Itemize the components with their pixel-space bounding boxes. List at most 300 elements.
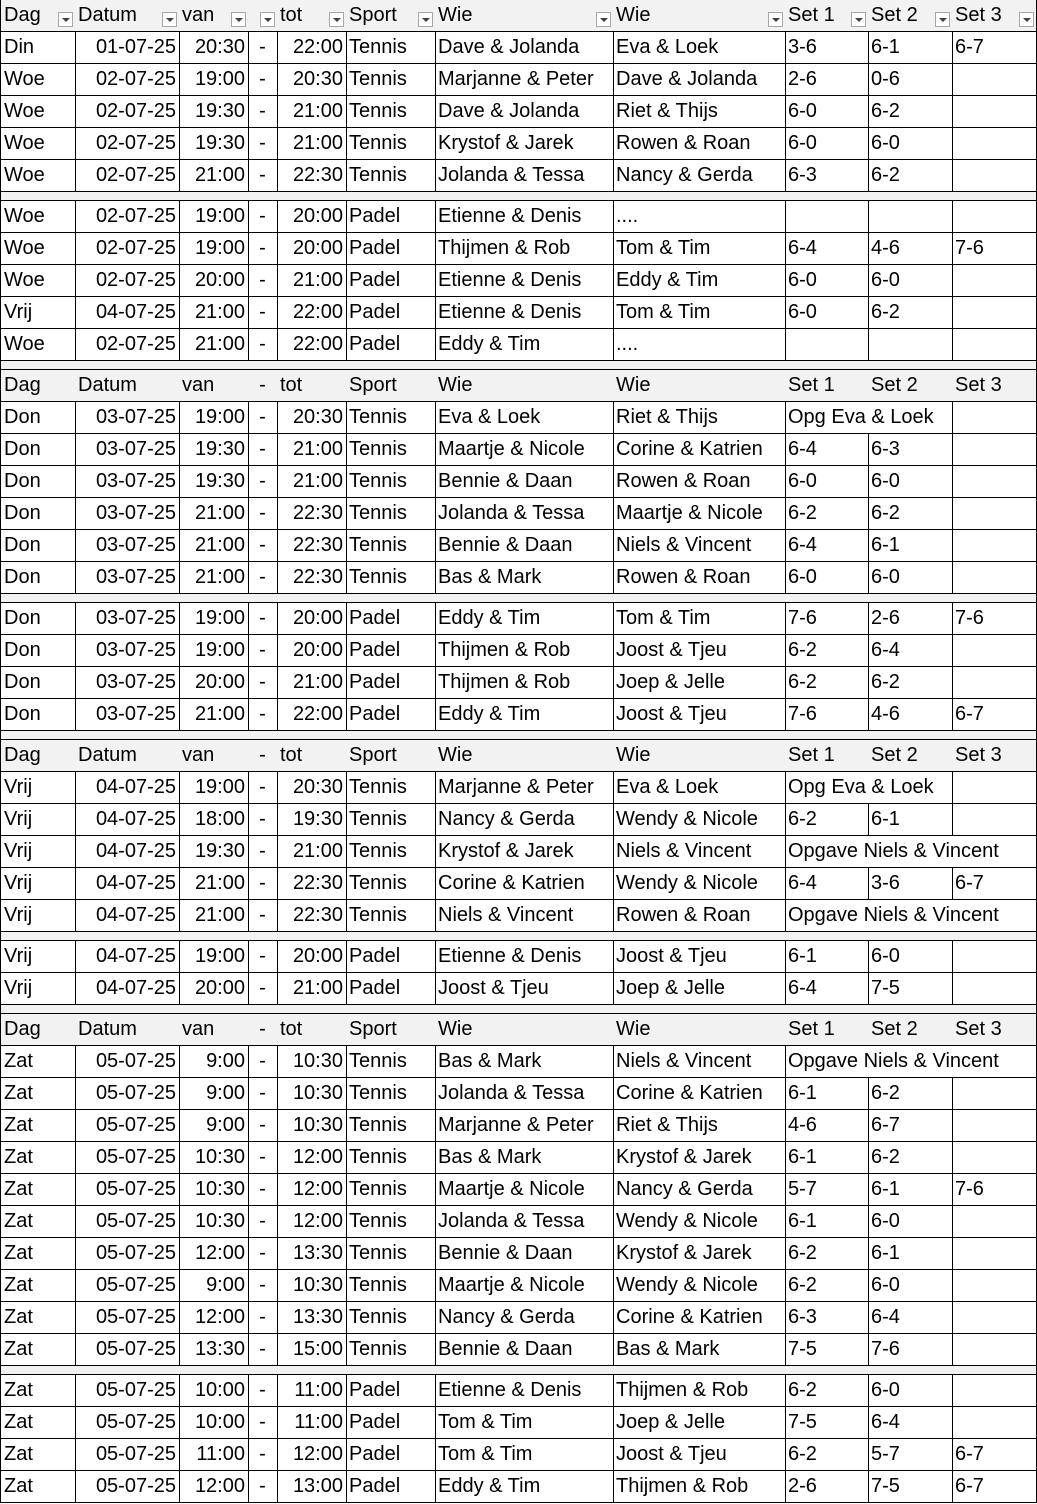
- cell-sport[interactable]: [346, 1471, 436, 1503]
- cell-wie-1[interactable]: [435, 402, 614, 434]
- cell-van[interactable]: [179, 1206, 249, 1238]
- cell-dag[interactable]: [0, 160, 76, 192]
- cell-dash[interactable]: [248, 1302, 278, 1334]
- filter-dropdown-icon[interactable]: [596, 12, 611, 27]
- cell-datum[interactable]: [75, 868, 180, 900]
- header-cell-wie-2[interactable]: [613, 740, 786, 772]
- cell-sport[interactable]: [346, 772, 436, 804]
- cell-tot[interactable]: [277, 64, 347, 96]
- cell-van[interactable]: [179, 96, 249, 128]
- cell-wie-1[interactable]: [435, 1142, 614, 1174]
- header-cell-set-3[interactable]: [952, 740, 1037, 772]
- cell-set-3[interactable]: [952, 1270, 1037, 1302]
- cell-datum[interactable]: [75, 1174, 180, 1206]
- cell-dag[interactable]: [0, 128, 76, 160]
- header-cell-dash[interactable]: [248, 370, 278, 402]
- cell-dash[interactable]: [248, 329, 278, 361]
- cell-datum[interactable]: [75, 32, 180, 64]
- cell-dash[interactable]: [248, 1142, 278, 1174]
- cell-van[interactable]: [179, 836, 249, 868]
- cell-datum[interactable]: [75, 562, 180, 594]
- cell-set-2[interactable]: [868, 1302, 953, 1334]
- cell-dash[interactable]: [248, 96, 278, 128]
- cell-set-3[interactable]: [952, 699, 1037, 731]
- cell-set-3[interactable]: [952, 96, 1037, 128]
- cell-set-2[interactable]: [868, 562, 953, 594]
- cell-dag[interactable]: [0, 466, 76, 498]
- header-cell-set-1[interactable]: [785, 1014, 869, 1046]
- cell-sport[interactable]: [346, 32, 436, 64]
- cell-set-2[interactable]: [868, 1142, 953, 1174]
- cell-tot[interactable]: [277, 1375, 347, 1407]
- cell-set-3[interactable]: [952, 603, 1037, 635]
- cell-wie-2[interactable]: [613, 603, 786, 635]
- cell-sport[interactable]: [346, 466, 436, 498]
- cell-sport[interactable]: [346, 699, 436, 731]
- cell-dag[interactable]: [0, 233, 76, 265]
- header-cell-tot[interactable]: [277, 1014, 347, 1046]
- cell-wie-2[interactable]: [613, 836, 786, 868]
- cell-wie-2[interactable]: [613, 32, 786, 64]
- cell-van[interactable]: [179, 1439, 249, 1471]
- header-cell-sport[interactable]: [346, 1014, 436, 1046]
- cell-wie-2[interactable]: [613, 973, 786, 1005]
- cell-set-1[interactable]: [785, 562, 869, 594]
- header-cell-dash[interactable]: [248, 740, 278, 772]
- cell-dash[interactable]: [248, 1471, 278, 1503]
- cell-wie-2[interactable]: [613, 1407, 786, 1439]
- cell-wie-2[interactable]: [613, 530, 786, 562]
- cell-wie-2[interactable]: [613, 64, 786, 96]
- cell-tot[interactable]: [277, 1471, 347, 1503]
- cell-van[interactable]: [179, 1174, 249, 1206]
- cell-dash[interactable]: [248, 562, 278, 594]
- cell-tot[interactable]: [277, 1142, 347, 1174]
- cell-tot[interactable]: [277, 128, 347, 160]
- cell-van[interactable]: [179, 1407, 249, 1439]
- cell-set-1[interactable]: [785, 941, 869, 973]
- cell-datum[interactable]: [75, 1142, 180, 1174]
- cell-sport[interactable]: [346, 1078, 436, 1110]
- cell-wie-2[interactable]: [613, 1375, 786, 1407]
- cell-dag[interactable]: [0, 329, 76, 361]
- header-cell-sport[interactable]: [346, 0, 436, 32]
- header-cell-set-3[interactable]: [952, 1014, 1037, 1046]
- cell-set-1[interactable]: [785, 297, 869, 329]
- cell-van[interactable]: [179, 329, 249, 361]
- cell-set-2[interactable]: [868, 699, 953, 731]
- cell-wie-1[interactable]: [435, 1471, 614, 1503]
- cell-set-3[interactable]: [952, 466, 1037, 498]
- cell-set-1[interactable]: [785, 265, 869, 297]
- cell-dag[interactable]: [0, 804, 76, 836]
- cell-tot[interactable]: [277, 1407, 347, 1439]
- cell-dag[interactable]: [0, 402, 76, 434]
- cell-set-1[interactable]: [785, 466, 869, 498]
- cell-set-3[interactable]: [952, 434, 1037, 466]
- cell-set-3[interactable]: [952, 562, 1037, 594]
- cell-sport[interactable]: [346, 1375, 436, 1407]
- cell-wie-1[interactable]: [435, 836, 614, 868]
- filter-dropdown-icon[interactable]: [231, 12, 246, 27]
- cell-dag[interactable]: [0, 64, 76, 96]
- cell-dash[interactable]: [248, 128, 278, 160]
- cell-sport[interactable]: [346, 603, 436, 635]
- cell-set-1[interactable]: [785, 1238, 869, 1270]
- cell-tot[interactable]: [277, 233, 347, 265]
- cell-set-1[interactable]: [785, 233, 869, 265]
- cell-tot[interactable]: [277, 201, 347, 233]
- cell-set-2[interactable]: [868, 973, 953, 1005]
- cell-dag[interactable]: [0, 1270, 76, 1302]
- cell-wie-1[interactable]: [435, 1238, 614, 1270]
- cell-wie-2[interactable]: [613, 562, 786, 594]
- cell-tot[interactable]: [277, 466, 347, 498]
- cell-wie-1[interactable]: [435, 635, 614, 667]
- cell-set-3[interactable]: [952, 868, 1037, 900]
- cell-wie-2[interactable]: [613, 699, 786, 731]
- cell-dash[interactable]: [248, 233, 278, 265]
- cell-set-3[interactable]: [952, 804, 1037, 836]
- cell-set-2[interactable]: [868, 667, 953, 699]
- cell-set-2[interactable]: [868, 297, 953, 329]
- filter-dropdown-icon[interactable]: [260, 12, 275, 27]
- cell-dag[interactable]: [0, 900, 76, 932]
- cell-dag[interactable]: [0, 1407, 76, 1439]
- cell-set-3[interactable]: [952, 297, 1037, 329]
- cell-set-3[interactable]: [952, 128, 1037, 160]
- cell-tot[interactable]: [277, 1334, 347, 1366]
- header-cell-wie-2[interactable]: [613, 370, 786, 402]
- cell-sport[interactable]: [346, 1302, 436, 1334]
- cell-sport[interactable]: [346, 1407, 436, 1439]
- cell-dag[interactable]: [0, 562, 76, 594]
- cell-wie-1[interactable]: [435, 64, 614, 96]
- cell-dag[interactable]: [0, 1302, 76, 1334]
- cell-set-3[interactable]: [952, 1142, 1037, 1174]
- cell-set-2[interactable]: [868, 64, 953, 96]
- cell-sport[interactable]: [346, 1110, 436, 1142]
- cell-tot[interactable]: [277, 973, 347, 1005]
- cell-tot[interactable]: [277, 804, 347, 836]
- cell-set-1[interactable]: [785, 32, 869, 64]
- cell-wie-1[interactable]: [435, 1206, 614, 1238]
- cell-set-2[interactable]: [868, 1270, 953, 1302]
- cell-tot[interactable]: [277, 562, 347, 594]
- cell-sport[interactable]: [346, 1439, 436, 1471]
- cell-set-1[interactable]: [785, 1302, 869, 1334]
- header-cell-set-2[interactable]: [868, 370, 953, 402]
- cell-wie-1[interactable]: [435, 233, 614, 265]
- cell-set-1[interactable]: [785, 973, 869, 1005]
- cell-dag[interactable]: [0, 973, 76, 1005]
- cell-sport[interactable]: [346, 562, 436, 594]
- cell-tot[interactable]: [277, 329, 347, 361]
- cell-datum[interactable]: [75, 1439, 180, 1471]
- cell-wie-1[interactable]: [435, 498, 614, 530]
- cell-van[interactable]: [179, 434, 249, 466]
- cell-wie-2[interactable]: [613, 498, 786, 530]
- cell-datum[interactable]: [75, 201, 180, 233]
- cell-datum[interactable]: [75, 1110, 180, 1142]
- filter-dropdown-icon[interactable]: [58, 12, 73, 27]
- cell-wie-2[interactable]: [613, 804, 786, 836]
- cell-dash[interactable]: [248, 1078, 278, 1110]
- header-cell-set-2[interactable]: [868, 1014, 953, 1046]
- cell-datum[interactable]: [75, 836, 180, 868]
- cell-datum[interactable]: [75, 941, 180, 973]
- cell-sport[interactable]: [346, 96, 436, 128]
- cell-van[interactable]: [179, 1375, 249, 1407]
- cell-set-1[interactable]: [785, 1270, 869, 1302]
- cell-datum[interactable]: [75, 1046, 180, 1078]
- cell-wie-2[interactable]: [613, 772, 786, 804]
- cell-sport[interactable]: [346, 836, 436, 868]
- filter-dropdown-icon[interactable]: [329, 12, 344, 27]
- cell-dash[interactable]: [248, 32, 278, 64]
- cell-datum[interactable]: [75, 603, 180, 635]
- cell-dag[interactable]: [0, 1238, 76, 1270]
- cell-wie-2[interactable]: [613, 297, 786, 329]
- cell-wie-1[interactable]: [435, 1334, 614, 1366]
- cell-van[interactable]: [179, 1270, 249, 1302]
- cell-sport[interactable]: [346, 868, 436, 900]
- cell-dag[interactable]: [0, 603, 76, 635]
- cell-set-3[interactable]: [952, 1110, 1037, 1142]
- cell-dag[interactable]: [0, 32, 76, 64]
- cell-set-1[interactable]: [785, 1174, 869, 1206]
- cell-wie-1[interactable]: [435, 297, 614, 329]
- cell-datum[interactable]: [75, 772, 180, 804]
- cell-dag[interactable]: [0, 635, 76, 667]
- cell-wie-1[interactable]: [435, 699, 614, 731]
- cell-van[interactable]: [179, 128, 249, 160]
- cell-van[interactable]: [179, 265, 249, 297]
- cell-datum[interactable]: [75, 128, 180, 160]
- cell-wie-1[interactable]: [435, 1174, 614, 1206]
- cell-tot[interactable]: [277, 1174, 347, 1206]
- cell-sport[interactable]: [346, 1142, 436, 1174]
- cell-set-1[interactable]: [785, 868, 869, 900]
- cell-datum[interactable]: [75, 466, 180, 498]
- cell-tot[interactable]: [277, 1439, 347, 1471]
- cell-wie-2[interactable]: [613, 1439, 786, 1471]
- cell-set-1[interactable]: [785, 64, 869, 96]
- cell-datum[interactable]: [75, 498, 180, 530]
- cell-dag[interactable]: [0, 1110, 76, 1142]
- cell-dash[interactable]: [248, 1270, 278, 1302]
- cell-van[interactable]: [179, 562, 249, 594]
- cell-datum[interactable]: [75, 1078, 180, 1110]
- cell-set-2[interactable]: [868, 1110, 953, 1142]
- cell-dash[interactable]: [248, 530, 278, 562]
- cell-set-1[interactable]: [785, 804, 869, 836]
- cell-set-1[interactable]: [785, 1471, 869, 1503]
- cell-sport[interactable]: [346, 973, 436, 1005]
- cell-sport[interactable]: [346, 1174, 436, 1206]
- cell-sport[interactable]: [346, 1046, 436, 1078]
- header-cell-dag[interactable]: [0, 1014, 76, 1046]
- cell-van[interactable]: [179, 297, 249, 329]
- cell-van[interactable]: [179, 699, 249, 731]
- cell-wie-1[interactable]: [435, 1270, 614, 1302]
- cell-dag[interactable]: [0, 1439, 76, 1471]
- cell-set-1[interactable]: [785, 1110, 869, 1142]
- header-cell-set-2[interactable]: [868, 740, 953, 772]
- cell-set-1[interactable]: [785, 1334, 869, 1366]
- cell-set-3[interactable]: [952, 941, 1037, 973]
- cell-van[interactable]: [179, 1238, 249, 1270]
- cell-set-2[interactable]: [868, 1238, 953, 1270]
- cell-dag[interactable]: [0, 1471, 76, 1503]
- cell-set-1[interactable]: [785, 900, 999, 932]
- cell-sport[interactable]: [346, 402, 436, 434]
- cell-wie-2[interactable]: [613, 1110, 786, 1142]
- cell-datum[interactable]: [75, 699, 180, 731]
- cell-dash[interactable]: [248, 1334, 278, 1366]
- cell-dash[interactable]: [248, 941, 278, 973]
- cell-wie-1[interactable]: [435, 128, 614, 160]
- cell-tot[interactable]: [277, 635, 347, 667]
- header-cell-van[interactable]: [179, 0, 249, 32]
- cell-set-2[interactable]: [868, 868, 953, 900]
- cell-dag[interactable]: [0, 498, 76, 530]
- cell-van[interactable]: [179, 1046, 249, 1078]
- header-cell-wie-1[interactable]: [435, 740, 614, 772]
- cell-van[interactable]: [179, 466, 249, 498]
- cell-wie-2[interactable]: [613, 233, 786, 265]
- cell-datum[interactable]: [75, 804, 180, 836]
- cell-wie-1[interactable]: [435, 868, 614, 900]
- cell-datum[interactable]: [75, 900, 180, 932]
- cell-datum[interactable]: [75, 1375, 180, 1407]
- header-cell-wie-1[interactable]: [435, 370, 614, 402]
- header-cell-set-1[interactable]: [785, 0, 869, 32]
- cell-set-3[interactable]: [952, 772, 1037, 804]
- cell-van[interactable]: [179, 530, 249, 562]
- cell-set-2[interactable]: [868, 160, 953, 192]
- cell-wie-2[interactable]: [613, 635, 786, 667]
- cell-set-3[interactable]: [952, 402, 1037, 434]
- cell-tot[interactable]: [277, 32, 347, 64]
- cell-wie-1[interactable]: [435, 900, 614, 932]
- cell-dash[interactable]: [248, 772, 278, 804]
- cell-wie-1[interactable]: [435, 973, 614, 1005]
- cell-wie-1[interactable]: [435, 329, 614, 361]
- cell-set-3[interactable]: [952, 667, 1037, 699]
- cell-dag[interactable]: [0, 96, 76, 128]
- cell-tot[interactable]: [277, 1238, 347, 1270]
- cell-set-2[interactable]: [868, 530, 953, 562]
- cell-sport[interactable]: [346, 941, 436, 973]
- cell-set-1[interactable]: [785, 1206, 869, 1238]
- cell-set-3[interactable]: [952, 329, 1037, 361]
- cell-dash[interactable]: [248, 434, 278, 466]
- cell-set-1[interactable]: [785, 1407, 869, 1439]
- cell-wie-1[interactable]: [435, 1439, 614, 1471]
- cell-wie-1[interactable]: [435, 160, 614, 192]
- header-cell-datum[interactable]: [75, 1014, 180, 1046]
- cell-set-3[interactable]: [952, 1302, 1037, 1334]
- cell-dash[interactable]: [248, 900, 278, 932]
- cell-tot[interactable]: [277, 265, 347, 297]
- cell-dash[interactable]: [248, 160, 278, 192]
- cell-wie-2[interactable]: [613, 96, 786, 128]
- cell-van[interactable]: [179, 498, 249, 530]
- header-cell-wie-1[interactable]: [435, 0, 614, 32]
- cell-set-2[interactable]: [868, 233, 953, 265]
- cell-tot[interactable]: [277, 941, 347, 973]
- cell-van[interactable]: [179, 635, 249, 667]
- cell-van[interactable]: [179, 1078, 249, 1110]
- cell-wie-2[interactable]: [613, 329, 786, 361]
- cell-set-2[interactable]: [868, 32, 953, 64]
- cell-wie-2[interactable]: [613, 667, 786, 699]
- cell-set-1[interactable]: [785, 1375, 869, 1407]
- cell-dash[interactable]: [248, 836, 278, 868]
- cell-set-3[interactable]: [952, 973, 1037, 1005]
- header-cell-set-1[interactable]: [785, 370, 869, 402]
- cell-tot[interactable]: [277, 434, 347, 466]
- cell-set-1[interactable]: [785, 635, 869, 667]
- cell-tot[interactable]: [277, 900, 347, 932]
- cell-wie-1[interactable]: [435, 32, 614, 64]
- cell-dag[interactable]: [0, 434, 76, 466]
- cell-dag[interactable]: [0, 1046, 76, 1078]
- cell-dash[interactable]: [248, 1439, 278, 1471]
- cell-dag[interactable]: [0, 667, 76, 699]
- cell-sport[interactable]: [346, 64, 436, 96]
- cell-datum[interactable]: [75, 1407, 180, 1439]
- filter-dropdown-icon[interactable]: [768, 12, 783, 27]
- cell-dag[interactable]: [0, 1375, 76, 1407]
- cell-dash[interactable]: [248, 402, 278, 434]
- cell-dag[interactable]: [0, 1078, 76, 1110]
- header-cell-van[interactable]: [179, 1014, 249, 1046]
- header-cell-sport[interactable]: [346, 370, 436, 402]
- cell-set-3[interactable]: [952, 530, 1037, 562]
- cell-set-2[interactable]: [868, 201, 953, 233]
- cell-dash[interactable]: [248, 1046, 278, 1078]
- cell-tot[interactable]: [277, 1046, 347, 1078]
- cell-set-1[interactable]: [785, 402, 934, 434]
- header-cell-dag[interactable]: [0, 740, 76, 772]
- cell-tot[interactable]: [277, 667, 347, 699]
- cell-set-2[interactable]: [868, 1375, 953, 1407]
- cell-wie-2[interactable]: [613, 1142, 786, 1174]
- header-cell-wie-1[interactable]: [435, 1014, 614, 1046]
- cell-set-3[interactable]: [952, 64, 1037, 96]
- header-cell-tot[interactable]: [277, 740, 347, 772]
- cell-dash[interactable]: [248, 297, 278, 329]
- cell-set-2[interactable]: [868, 265, 953, 297]
- filter-dropdown-icon[interactable]: [1019, 12, 1034, 27]
- cell-dash[interactable]: [248, 868, 278, 900]
- cell-set-2[interactable]: [868, 635, 953, 667]
- cell-dash[interactable]: [248, 1110, 278, 1142]
- cell-set-1[interactable]: [785, 667, 869, 699]
- cell-wie-1[interactable]: [435, 603, 614, 635]
- filter-dropdown-icon[interactable]: [935, 12, 950, 27]
- cell-set-3[interactable]: [952, 1407, 1037, 1439]
- cell-sport[interactable]: [346, 1334, 436, 1366]
- cell-van[interactable]: [179, 1334, 249, 1366]
- cell-wie-1[interactable]: [435, 804, 614, 836]
- cell-datum[interactable]: [75, 1471, 180, 1503]
- cell-set-1[interactable]: [785, 1439, 869, 1471]
- cell-datum[interactable]: [75, 635, 180, 667]
- cell-wie-1[interactable]: [435, 96, 614, 128]
